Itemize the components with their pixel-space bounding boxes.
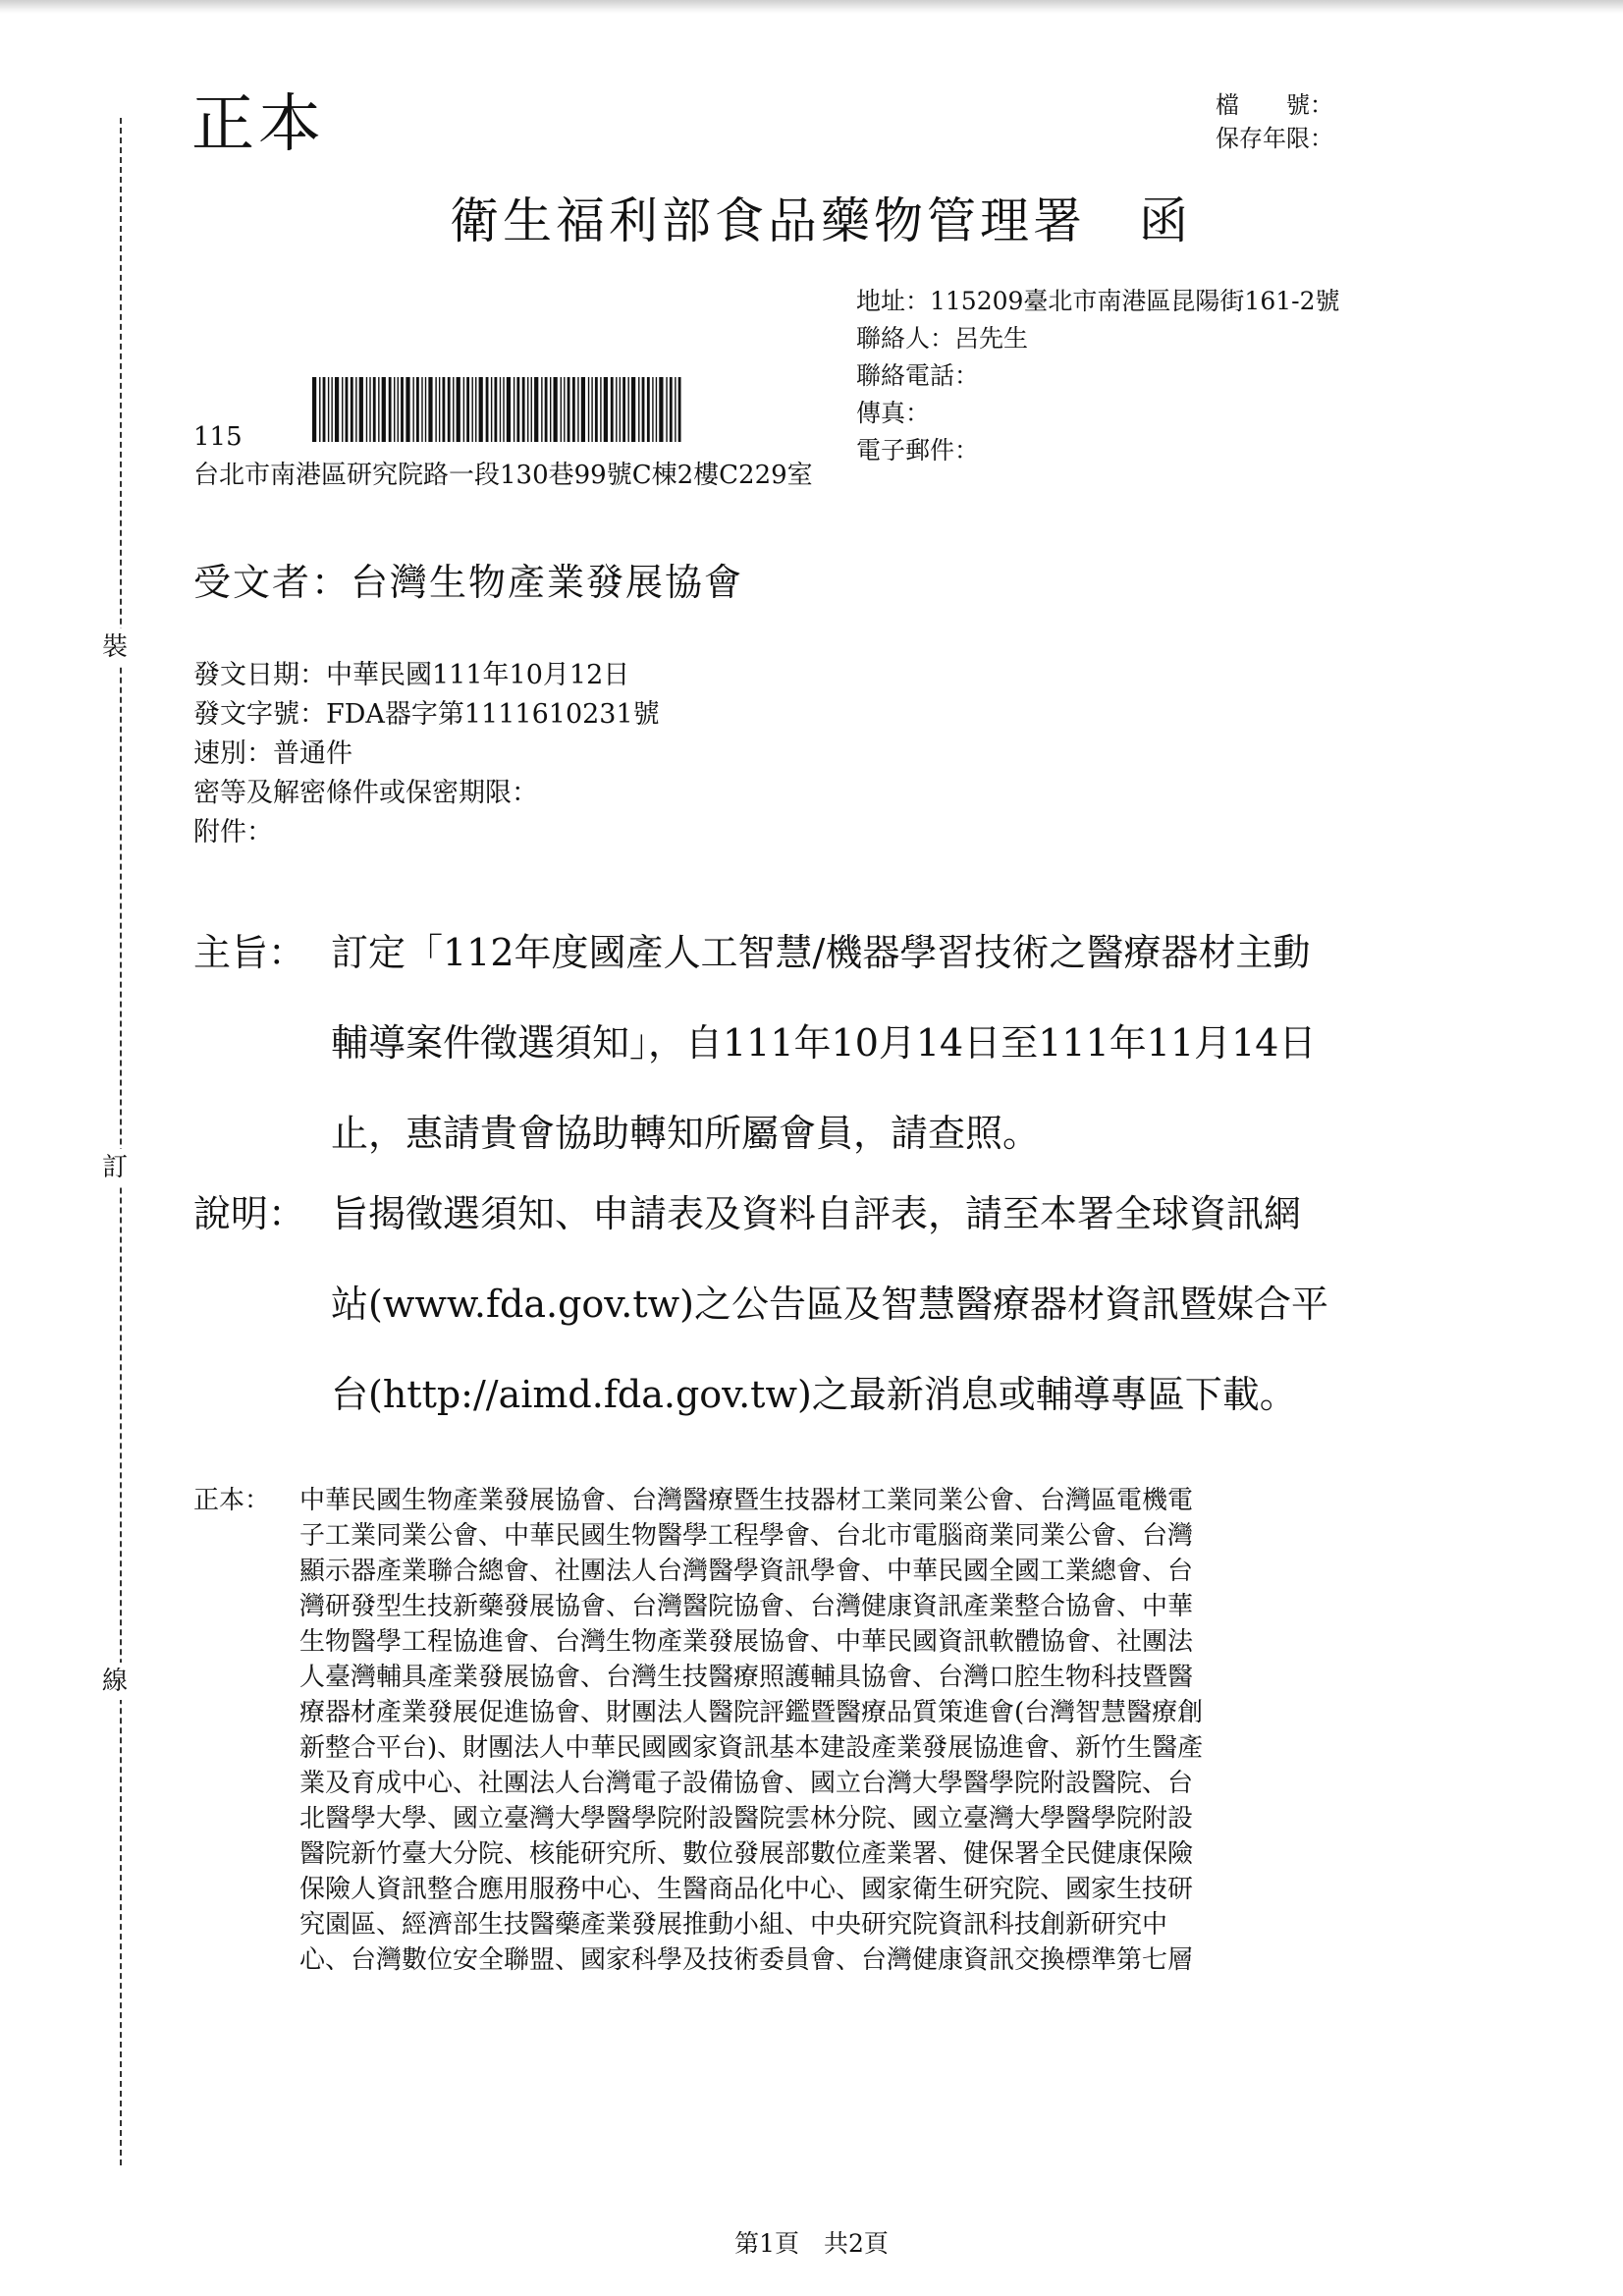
document-meta xyxy=(193,656,660,852)
attachments: 附件： xyxy=(193,817,273,847)
document-number: 發文字號：FDA器字第1111610231號 xyxy=(193,699,660,730)
barcode-bar xyxy=(591,377,592,442)
explanation-line: 旨揭徵選須知、申請表及資料自評表，請至本署全球資訊網 xyxy=(331,1192,1302,1235)
mail-zip-code: 115 xyxy=(193,422,243,452)
barcode-bar xyxy=(577,377,578,442)
barcode-bar xyxy=(439,377,440,442)
subject-label: 主旨： xyxy=(193,931,306,974)
barcode-bar xyxy=(398,377,399,442)
contact-email: 電子郵件： xyxy=(856,436,980,465)
cc-line: 顯示器產業聯合總會、社團法人台灣醫學資訊學會、中華民國全國工業總會、台 xyxy=(299,1557,1194,1586)
explanation-label: 說明： xyxy=(193,1192,306,1235)
cc-line: 究園區、經濟部生技醫藥產業發展推動小組、中央研究院資訊科技創新研究中 xyxy=(299,1910,1168,1940)
binding-mark-zhuang: 裝 xyxy=(102,629,128,666)
barcode-bar xyxy=(572,377,575,442)
barcode-bar xyxy=(522,377,525,442)
subject-section xyxy=(193,907,1316,1178)
barcode-bar xyxy=(622,377,625,442)
retention-period-label: 保存年限： xyxy=(1216,125,1333,152)
cc-line: 生物醫學工程協進會、台灣生物產業發展協會、中華民國資訊軟體協會、社團法 xyxy=(299,1627,1194,1657)
barcode-bar xyxy=(401,377,404,442)
contact-person: 聯絡人：呂先生 xyxy=(856,324,1029,353)
barcode-bar xyxy=(466,377,469,442)
binding-mark-xian: 線 xyxy=(102,1663,128,1700)
barcode-bar xyxy=(670,377,673,442)
page-footer: 第1頁 共2頁 xyxy=(734,2229,889,2258)
barcode-bar xyxy=(647,377,650,442)
explanation-line: 站(www.fda.gov.tw)之公告區及智慧醫療器材資訊暨媒合平 xyxy=(331,1283,1328,1326)
scan-edge xyxy=(0,0,1623,14)
barcode-bar xyxy=(428,377,432,442)
barcode-bar xyxy=(568,377,570,442)
barcode-bar xyxy=(328,377,329,442)
mail-address: 台北市南港區研究院路一段130巷99號C棟2樓C229室 xyxy=(193,461,813,490)
cc-line: 療器材產業發展促進協會、財團法人醫院評鑑暨醫療品質策進會(台灣智慧醫療創 xyxy=(299,1698,1204,1727)
barcode-bar xyxy=(656,377,657,442)
contact-phone: 聯絡電話： xyxy=(856,361,980,390)
barcode-bar xyxy=(355,377,356,442)
barcode-bar xyxy=(463,377,464,442)
barcode-bar xyxy=(475,377,476,442)
barcode-bar xyxy=(678,377,681,442)
cc-label: 正本： xyxy=(193,1486,271,1515)
explanation-section xyxy=(193,1169,1328,1440)
binding-mark-ding: 訂 xyxy=(102,1149,128,1186)
barcode-bar xyxy=(319,377,320,442)
cc-line: 人臺灣輔具產業發展協會、台灣生技醫療照護輔具協會、台灣口腔生物科技暨醫 xyxy=(299,1663,1194,1692)
cc-line: 心、台灣數位安全聯盟、國家科學及技術委員會、台灣健康資訊交換標準第七層 xyxy=(299,1945,1194,1975)
barcode-bar xyxy=(472,377,473,442)
barcode-bar xyxy=(435,377,436,442)
barcode-bar xyxy=(534,377,538,442)
sender-contact-block xyxy=(856,283,1340,469)
barcode-bar xyxy=(331,377,332,442)
barcode-bar xyxy=(406,377,409,442)
barcode-bar xyxy=(442,377,445,442)
barcode-bar xyxy=(373,377,376,442)
cc-line: 灣研發型生技新藥發展協會、台灣醫院協會、台灣健康資訊產業整合協會、中華 xyxy=(299,1592,1194,1621)
barcode-bar xyxy=(378,377,379,442)
barcode-bar xyxy=(342,377,343,442)
barcode-bar xyxy=(531,377,532,442)
barcode-bar xyxy=(564,377,565,442)
barcode-bar xyxy=(494,377,497,442)
cc-line: 北醫學大學、國立臺灣大學醫學院附設醫院雲林分院、國立臺灣大學醫學院附設 xyxy=(299,1804,1194,1833)
barcode-bar xyxy=(389,377,392,442)
barcode-bar xyxy=(627,377,628,442)
barcode-bar xyxy=(412,377,413,442)
confidentiality: 密等及解密條件或保密期限： xyxy=(193,778,538,808)
barcode-bar xyxy=(616,377,617,442)
barcode-bar xyxy=(541,377,542,442)
barcode-bar xyxy=(421,377,422,442)
cc-line: 業及育成中心、社團法人台灣電子設備協會、國立台灣大學醫學院附設醫院、台 xyxy=(299,1769,1194,1798)
barcode-bar xyxy=(394,377,395,442)
barcode-bar xyxy=(527,377,528,442)
cc-recipients xyxy=(193,1483,1203,1978)
barcode-bar xyxy=(351,377,353,442)
barcode-bar xyxy=(323,377,326,442)
barcode-bar xyxy=(382,377,386,442)
binding-line xyxy=(120,118,122,2165)
barcode-bar xyxy=(359,377,363,442)
barcode-bar xyxy=(516,377,519,442)
cc-line: 醫院新竹臺大分院、核能研究所、數位發展部數位產業署、健保署全民健康保險 xyxy=(299,1839,1194,1869)
file-number-label: 檔 號： xyxy=(1216,91,1333,119)
document-title: 衛生福利部食品藥物管理署 函 xyxy=(450,192,1192,249)
barcode-bar xyxy=(561,377,562,442)
issue-date: 發文日期：中華民國111年10月12日 xyxy=(193,660,630,690)
barcode-bar xyxy=(666,377,667,442)
barcode-bar xyxy=(335,377,339,442)
barcode-bar xyxy=(652,377,653,442)
postal-barcode xyxy=(312,377,683,442)
cc-section xyxy=(193,1483,1203,1978)
archive-info xyxy=(1216,88,1333,155)
cc-line: 子工業同業公會、中華民國生物醫學工程學會、台北市電腦商業同業公會、台灣 xyxy=(299,1521,1194,1551)
barcode-bar xyxy=(659,377,663,442)
cc-line: 中華民國生物產業發展協會、台灣醫療暨生技器材工業同業公會、台灣區電機電 xyxy=(299,1486,1194,1515)
barcode-bar xyxy=(366,377,367,442)
contact-fax: 傳真： xyxy=(856,399,931,427)
barcode-bar xyxy=(620,377,621,442)
cc-line: 保險人資訊整合應用服務中心、生醫商品化中心、國家衛生研究院、國家生技研 xyxy=(299,1875,1194,1904)
barcode-bar xyxy=(600,377,601,442)
cc-line: 新整合平台)、財團法人中華民國國家資訊基本建設產業發展協進會、新竹生醫產 xyxy=(299,1733,1204,1763)
barcode-bar xyxy=(675,377,676,442)
barcode-bar xyxy=(642,377,645,442)
barcode-bar xyxy=(416,377,419,442)
barcode-bar xyxy=(457,377,460,442)
barcode-bar xyxy=(581,377,585,442)
barcode-bar xyxy=(448,377,451,442)
barcode-bar xyxy=(611,377,614,442)
contact-address: 地址：115209臺北市南港區昆陽街161-2號 xyxy=(856,287,1340,315)
barcode-bar xyxy=(312,377,316,442)
barcode-bar xyxy=(588,377,589,442)
barcode-bar xyxy=(491,377,492,442)
barcode-bar xyxy=(425,377,426,442)
subject-line: 訂定「112年度國產人工智慧/機器學習技術之醫療器材主動 xyxy=(331,931,1311,974)
barcode-bar xyxy=(500,377,501,442)
recipient: 受文者：台灣生物產業發展協會 xyxy=(193,561,744,604)
barcode-bar xyxy=(604,377,608,442)
barcode-bar xyxy=(545,377,548,442)
barcode-bar xyxy=(503,377,504,442)
barcode-bar xyxy=(554,377,558,442)
explanation-line: 台(http://aimd.fda.gov.tw)之最新消息或輔導專區下載。 xyxy=(331,1373,1297,1416)
barcode-bar xyxy=(631,377,635,442)
barcode-bar xyxy=(507,377,511,442)
subject-line: 輔導案件徵選須知」，自111年10月14日至111年11月14日 xyxy=(331,1021,1317,1065)
original-copy-stamp: 正本 xyxy=(191,88,325,161)
subject-line: 止，惠請貴會協助轉知所屬會員，請查照。 xyxy=(331,1112,1041,1155)
delivery-speed: 速別：普通件 xyxy=(193,738,352,769)
barcode-bar xyxy=(486,377,489,442)
barcode-bar xyxy=(479,377,483,442)
barcode-bar xyxy=(638,377,639,442)
barcode-bar xyxy=(550,377,551,442)
barcode-bar xyxy=(369,377,370,442)
barcode-bar xyxy=(346,377,349,442)
barcode-bar xyxy=(453,377,454,442)
barcode-bar xyxy=(595,377,598,442)
